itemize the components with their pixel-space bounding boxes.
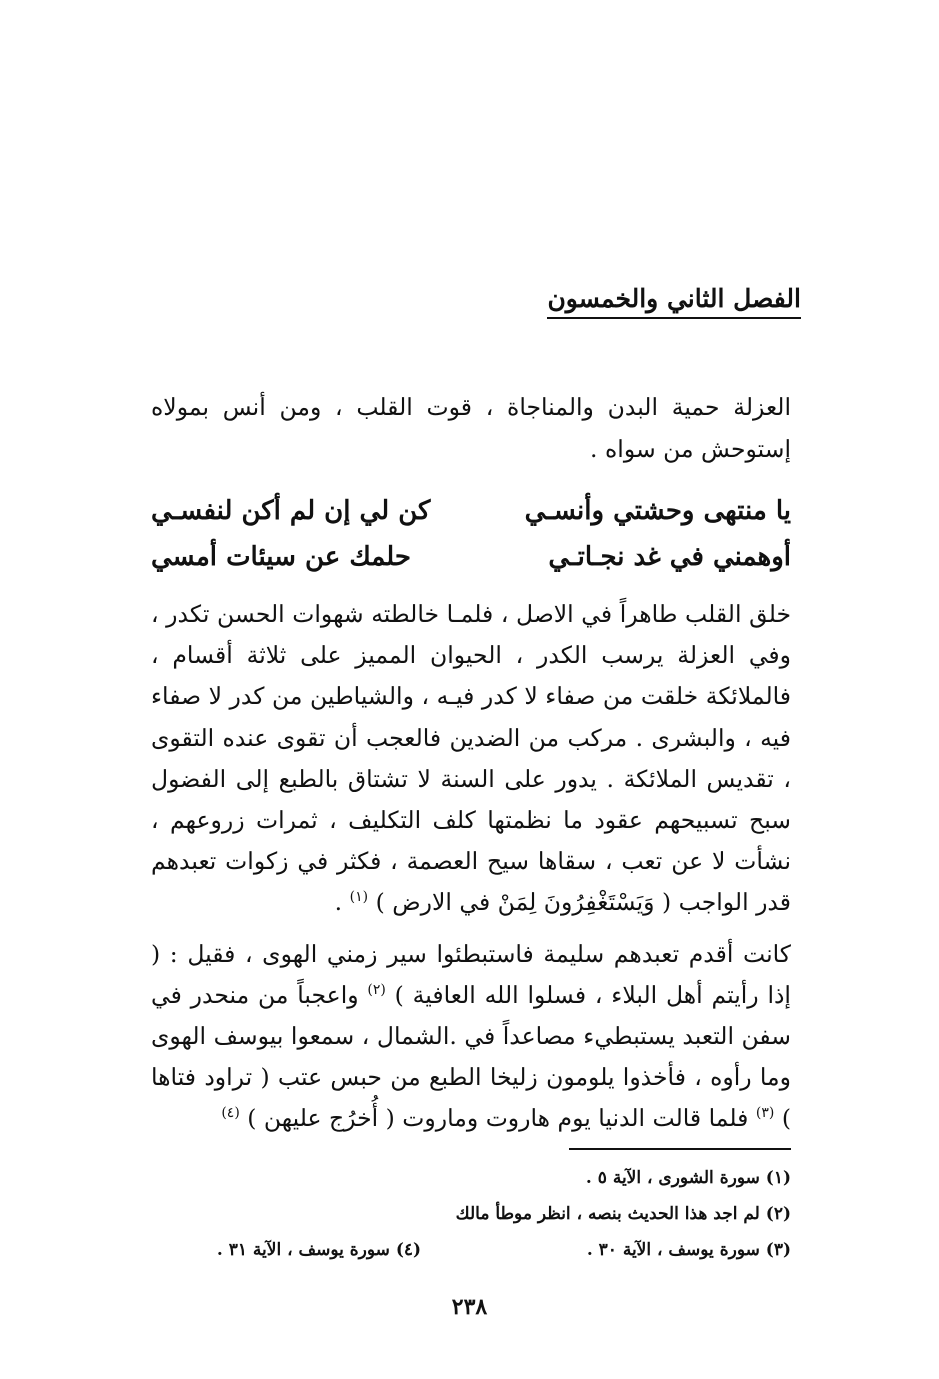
- footnote-marker-1[interactable]: (١): [349, 889, 369, 906]
- footnote-4-text: (٤) سورة يوسف ، الآية ٣١ .: [216, 1240, 422, 1260]
- verse-2-first-hemistich: أوهمني في غد نجـاتـي: [548, 542, 791, 572]
- footnotes: [151, 1160, 791, 1268]
- verse-2: [151, 534, 791, 580]
- intro-paragraph: [151, 386, 791, 470]
- footnote-3-text: (٣) سورة يوسف ، الآية ٣٠ .: [586, 1240, 791, 1260]
- footnote-1-text: (١) سورة الشورى ، الآية ٥ .: [585, 1168, 791, 1188]
- intro-text: العزلة حمية البدن والمناجاة ، قوت القلب ، ومن أنس بمولاه إستوحش من سواه .: [151, 393, 791, 463]
- footnote-marker-4[interactable]: (٤): [221, 1105, 240, 1122]
- footnote-marker-2[interactable]: (٢): [367, 982, 386, 999]
- verse-1: [151, 488, 791, 534]
- footnote-3-4-row: [151, 1232, 791, 1268]
- paragraph-3-part-1: كانت أقدم تعبدهم سليمة فاستبطئوا سير زمني الهوى ، فقيل : ( إذا رأيتم أهل البلاء ، فسلوا الله العافية ): [151, 940, 791, 1009]
- footnote-marker-3[interactable]: (٣): [755, 1105, 775, 1122]
- footnote-2: [151, 1196, 791, 1232]
- verse-2-second-hemistich: حلمك عن سيئات أمسي: [151, 542, 411, 572]
- chapter-title: الفصل الثاني والخمسون: [547, 284, 801, 319]
- paragraph-2-text: خلق القلب طاهراً في الاصل ، فلمـا خالطته شهوات الحسن تكدر ، وفي العزلة يرسب الكدر ، الحيوان المميز على ثلاثة أقسام ، فالملائكة خلقت من صفاء لا كدر فيـه ، والشياطين من كدر لا صفاء فيه ، والبشرى . مركب من الضدين فالعجب أن تقوى عنده التقوى ، تقديس الملائكة . يدور على السنة لا تشتاق بالطبع إلى الفضول سبح تسبيحهم عقود ما نظمتها كلف التكليف ، ثمرات زروعهم ، نشأت لا عن تعب ، سقاها سيح العصمة ، فكثر في زكوات تعبدهم قدر الواجب ( وَيَسْتَغْفِرُونَ لِمَنْ في الارض ): [151, 600, 791, 917]
- page-number: ٢٣٨: [451, 1294, 488, 1320]
- footnote-1: [151, 1160, 791, 1196]
- paragraph-3-part-2: واعجباً من منحدر في سفن التعبد يستبطيء مصاعداً في .الشمال ، سمعوا بيوسف الهوى وما رأوه ، فأخذوا يلومون زليخا الطبع من حبس عتب ( تراود فتاها ): [151, 981, 791, 1132]
- poem: [151, 488, 791, 580]
- verse-1-first-hemistich: يا منتهى وحشتي وأنسـي: [524, 496, 791, 526]
- footnote-2-text: (٢) لم اجد هذا الحديث بنصه ، انظر موطأ مالك: [455, 1204, 791, 1224]
- paragraph-3: [151, 934, 791, 1139]
- paragraph-3-part-3: فلما قالت الدنيا يوم هاروت وماروت ( أُخرُج عليهن ): [247, 1104, 749, 1132]
- paragraph-2-tail: .: [334, 888, 343, 917]
- paragraph-2: [151, 594, 791, 924]
- footnote-divider: [569, 1148, 791, 1150]
- verse-1-second-hemistich: كن لي إن لم أكن لنفسـي: [151, 496, 431, 526]
